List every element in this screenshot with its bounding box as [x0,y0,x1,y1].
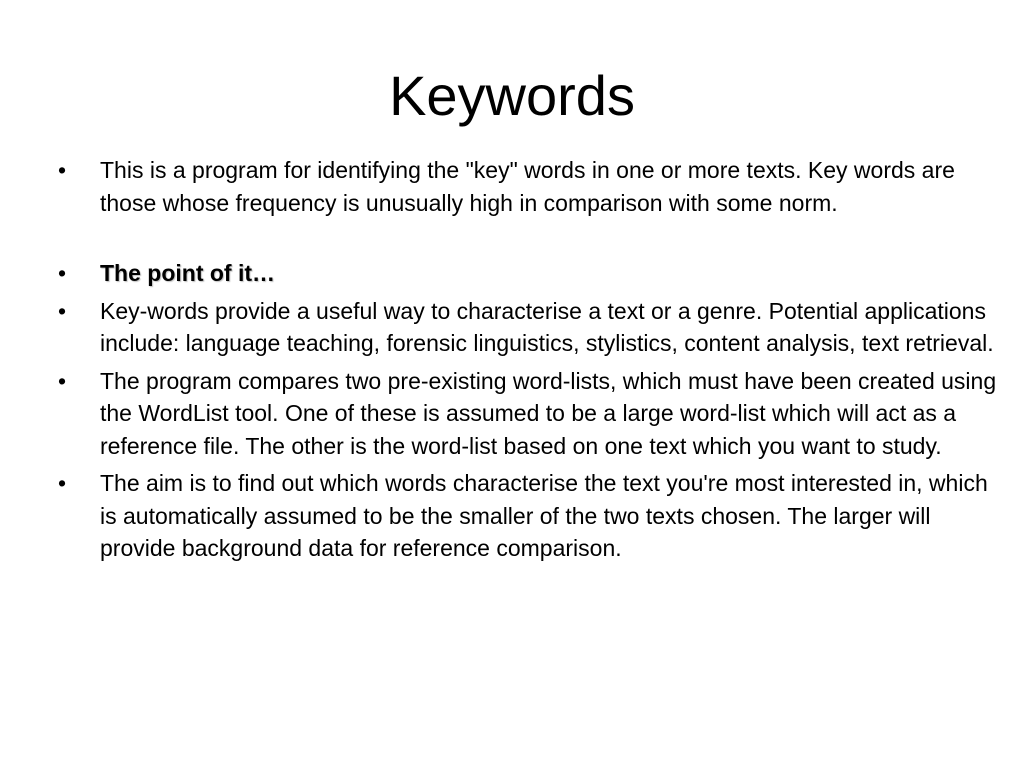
bullet-text: The aim is to find out which words characterise the text you're most interested in, which is automatically assumed to be the smaller of the two texts chosen. The larger will provide background data for reference comparison. [100,470,988,561]
bullet-item-point [58,257,998,290]
bullet-dot-icon: • [58,470,67,496]
bullet-heading-text: The point of it… [100,260,276,286]
bullet-item-applications [58,295,998,360]
bullet-dot-icon: • [58,157,67,183]
bullet-dot-icon: • [58,297,67,324]
bullet-text: Key-words provide a useful way to characterise a text or a genre. Potential applications include: language teaching, forensic linguistics, stylistics, content analysis, text retrieval. [100,297,994,356]
bullet-text: This is a program for identifying the "key" words in one or more texts. Key words are those whose frequency is unusually high in comparison with some norm. [100,157,955,216]
bullet-item-aim [58,467,998,565]
bullet-list [58,154,998,570]
bullet-item-intro [58,154,998,219]
bullet-text: The program compares two pre-existing word-lists, which must have been created using the WordList tool. One of these is assumed to be a large word-list which will act as a reference file. The other is the word-list based on one text which you want to study. [100,367,997,459]
bullet-dot-icon: • [58,367,67,394]
bullet-dot-icon: • [58,260,67,286]
bullet-item-program [58,365,998,463]
slide-title: Keywords [389,64,635,127]
